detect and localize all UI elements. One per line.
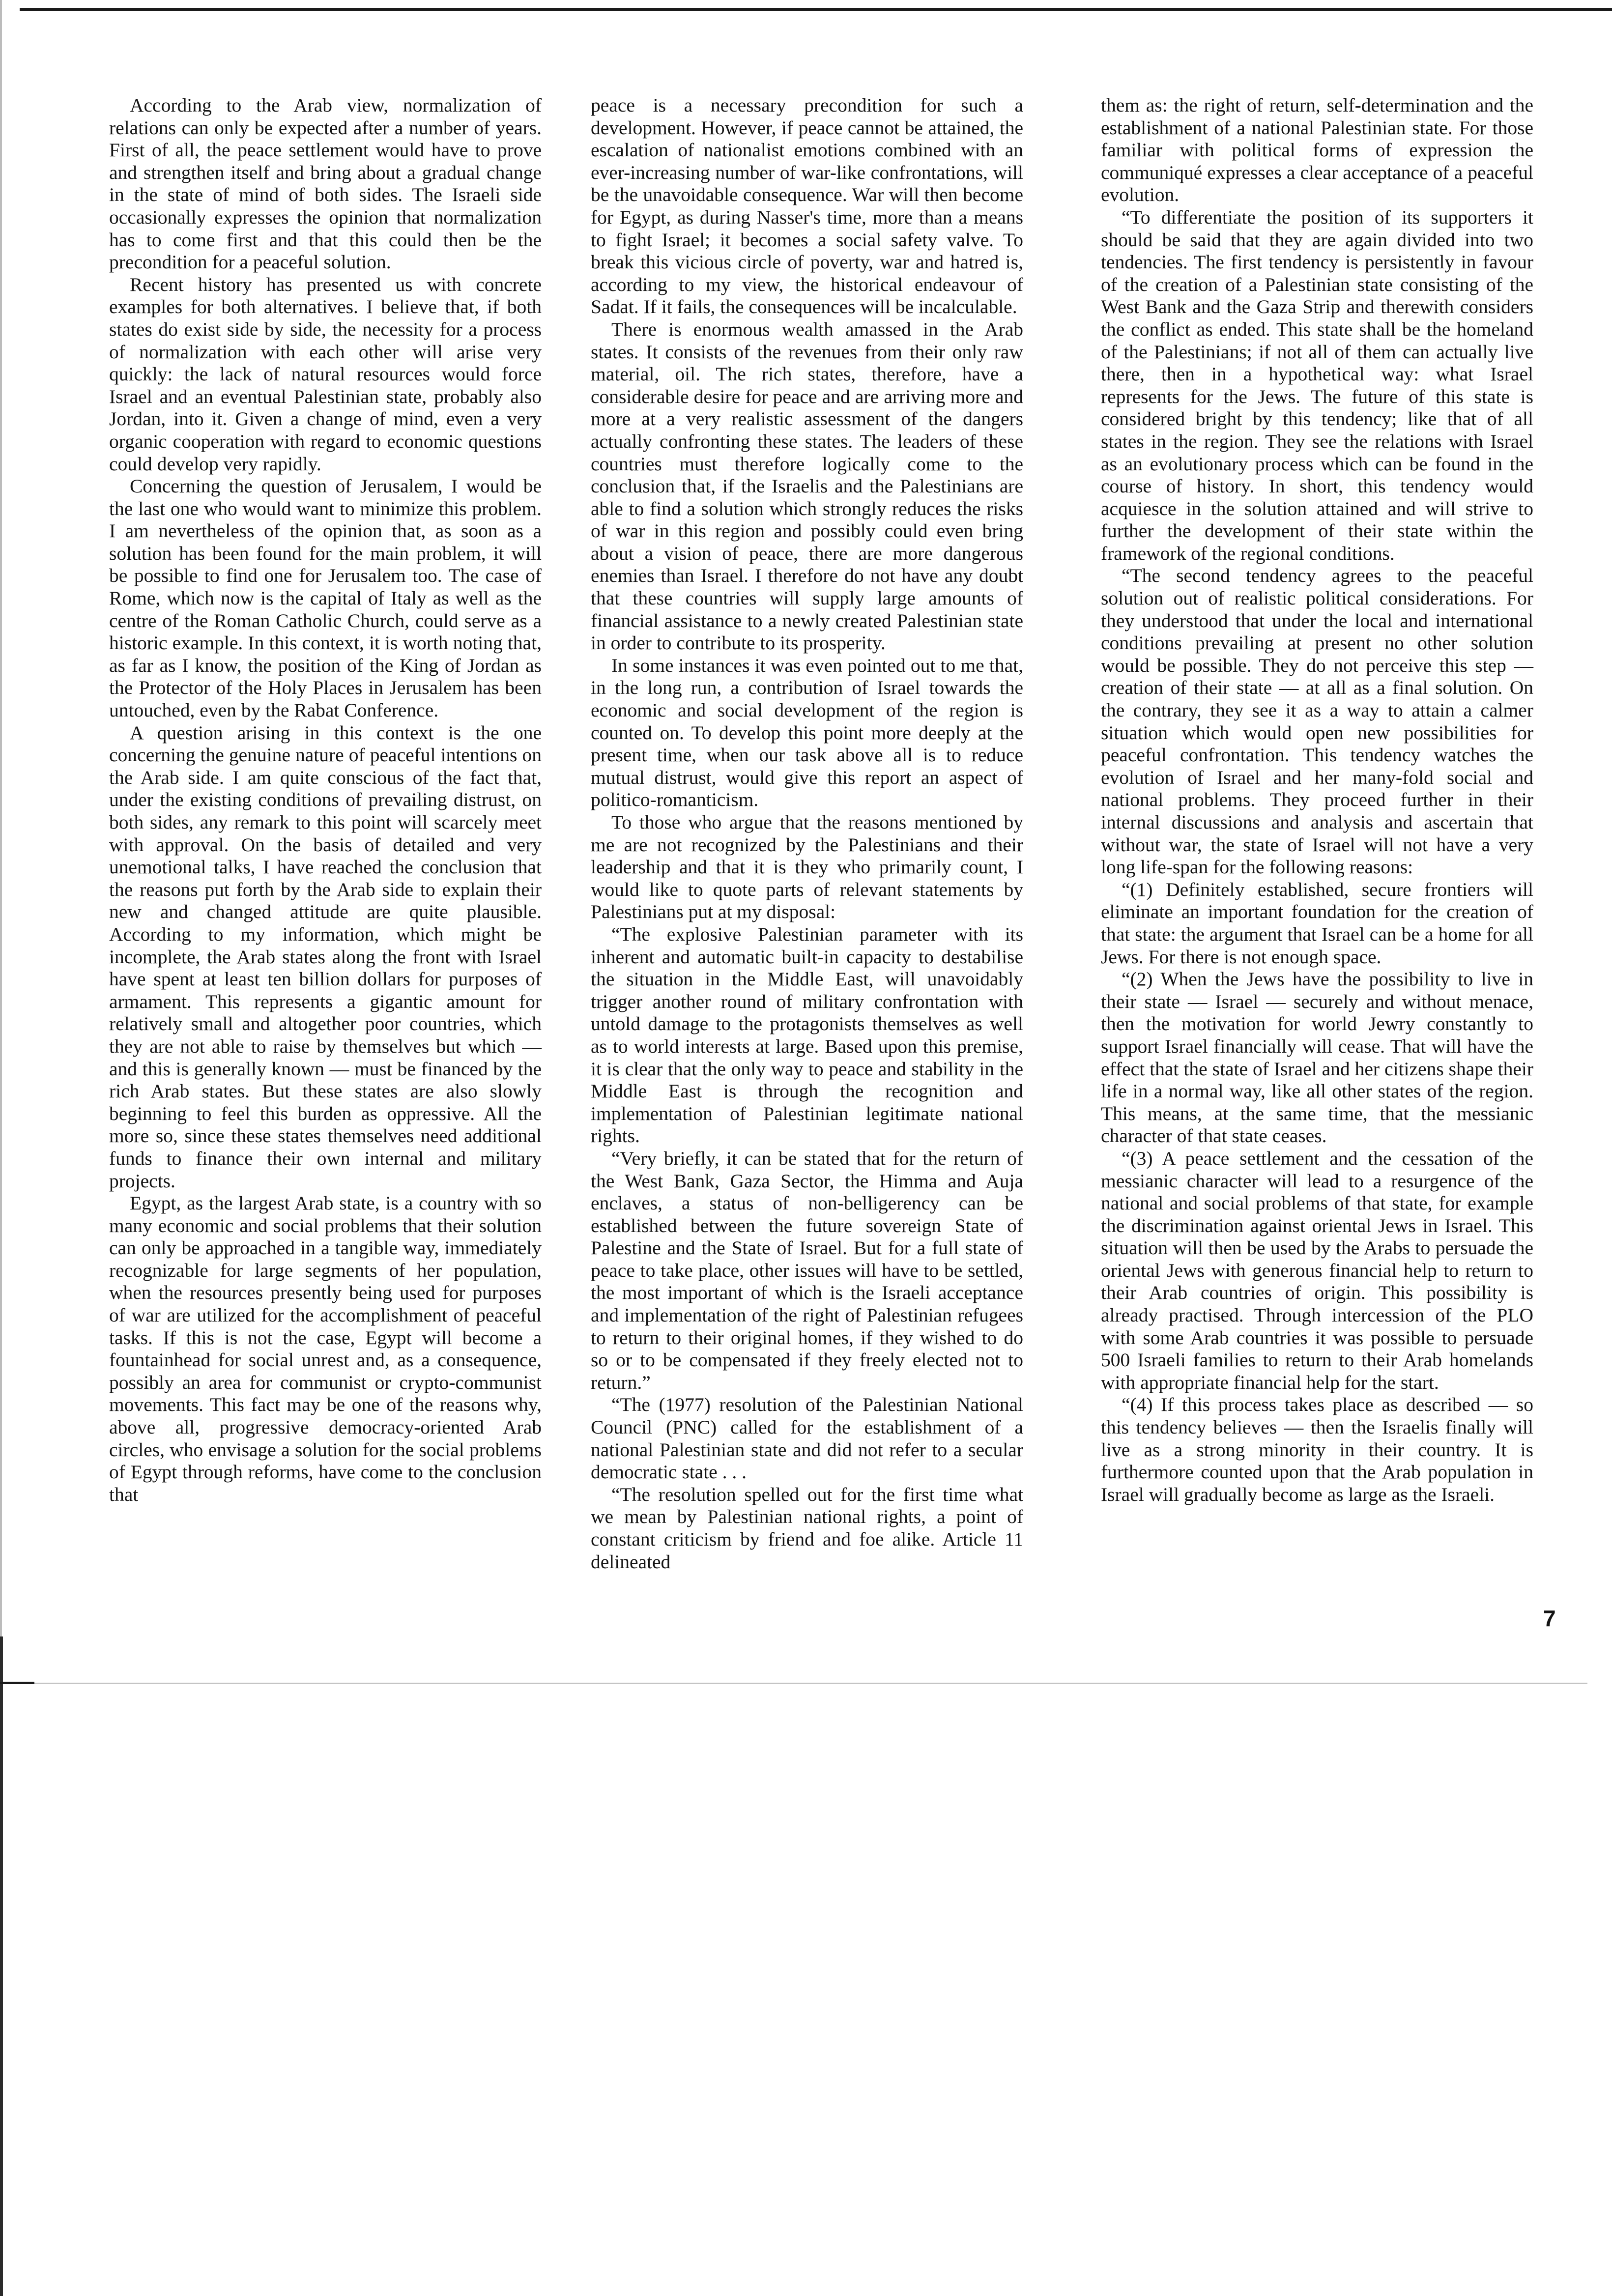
top-rule — [20, 8, 1612, 11]
quote-paragraph: “(4) If this process takes place as described — so this tendency believes — then the Israelis finally will live as a strong minority in their country. It is furthermore counted upon that the Arab population in Israel will gradually become as large as the Israeli. — [1101, 1394, 1533, 1505]
bottom-rule — [34, 1683, 1587, 1684]
paragraph: To those who argue that the reasons mentioned by me are not recognized by the Palestinians and their leadership and that it is they who primarily count, I would like to quote parts of relevant statements by Palestinians put at my disposal: — [591, 811, 1023, 923]
quote-paragraph: “The (1977) resolution of the Palestinian National Council (PNC) called for the establishment of a national Palestinian state and did not refer to a secular democratic state . . . — [591, 1394, 1023, 1483]
quote-paragraph: “(1) Definitely established, secure frontiers will eliminate an important foundation for the creation of that state: the argument that Israel can be a home for all Jews. For there is not enough space. — [1101, 878, 1533, 968]
page-number: 7 — [1543, 1606, 1556, 1631]
paragraph: Egypt, as the largest Arab state, is a country with so many economic and social problems that their solution can only be approached in a tangible way, immediately recognizable for large segments of her population, when the resources presently being used for purposes of war are utilized for the accomplishment of peaceful tasks. If this is not the case, Egypt will become a fountainhead for social unrest and, as a consequence, possibly an area for communist or crypto-communist movements. This fact may be one of the reasons why, above all, progressive democracy-oriented Arab circles, who envisage a solution for the social problems of Egypt through reforms, have come to the conclusion that — [109, 1192, 542, 1505]
binding-edge-mark — [0, 1636, 3, 2296]
paragraph: According to the Arab view, normalization of relations can only be expected after a number of years. First of all, the peace settlement would have to prove and strengthen itself and bring about a gradual change in the state of mind of both sides. The Israeli side occasionally expresses the opinion that normalization has to come first and that this could then be the precondition for a peaceful solution. — [109, 94, 542, 273]
paragraph: In some instances it was even pointed out to me that, in the long run, a contribution of Israel towards the economic and social development of the region is counted on. To develop this point more deeply at the present time, when our task above all is to reduce mutual distrust, would give this report an aspect of politico-romanticism. — [591, 654, 1023, 811]
paragraph: A question arising in this context is the one concerning the genuine nature of peaceful intentions on the Arab side. I am quite conscious of the fact that, under the existing conditions of prevailing distrust, on both sides, any remark to this point will scarcely meet with approval. On the basis of detailed and very unemotional talks, I have reached the conclusion that the reasons put forth by the Arab side to explain their new and changed attitude are quite plausible. According to my information, which might be incomplete, the Arab states along the front with Israel have spent at least ten billion dollars for purposes of armament. This represents a gigantic amount for relatively small and altogether poor countries, which they are not able to raise by themselves but which — and this is generally known — must be financed by the rich Arab states. But these states are also slowly beginning to feel this burden as oppressive. All the more so, since these states themselves need additional funds to finance their own internal and military projects. — [109, 721, 542, 1192]
text-column-2 — [591, 94, 1023, 1682]
quote-paragraph: “To differentiate the position of its supporters it should be said that they are again divided into two tendencies. The first tendency is persistently in favour of the creation of a Palestinian state consisting of the West Bank and the Gaza Strip and therewith considers the conflict as ended. This state shall be the homeland of the Palestinians; if not all of them can actually live there, then in a hypothetical way: what Israel represents for the Jews. The future of this state is considered bright by this tendency; like that of all states in the region. They see the relations with Israel as an evolutionary process which can be found in the course of history. In short, this tendency would acquiesce in the solution attained and will strive to further the development of their state within the framework of the regional conditions. — [1101, 206, 1533, 564]
quote-paragraph: them as: the right of return, self-determination and the establishment of a national Palestinian state. For those familiar with political forms of expression the communiqué expresses a clear acceptance of a peaceful evolution. — [1101, 94, 1533, 206]
paragraph: Recent history has presented us with concrete examples for both alternatives. I believe that, if both states do exist side by side, the necessity for a process of normalization with each other will arise very quickly: the lack of natural resources would force Israel and an eventual Palestinian state, probably also Jordan, into it. Given a change of mind, even a very organic cooperation with regard to economic questions could develop very rapidly. — [109, 273, 542, 475]
quote-paragraph: “Very briefly, it can be stated that for the return of the West Bank, Gaza Sector, the Himma and Auja enclaves, a status of non-belligerency can be established between the future sovereign State of Palestine and the State of Israel. But for a full state of peace to take place, other issues will have to be settled, the most important of which is the Israeli acceptance and implementation of the right of Palestinian refugees to return to their original homes, if they wished to do so or to be compensated if they freely elected not to return.” — [591, 1147, 1023, 1393]
quote-paragraph: “The explosive Palestinian parameter with its inherent and automatic built-in capacity to destabilise the situation in the Middle East, will unavoidably trigger another round of military confrontation with untold damage to the protagonists themselves as well as to world interests at large. Based upon this premise, it is clear that the only way to peace and stability in the Middle East is through the recognition and implementation of Palestinian legitimate national rights. — [591, 923, 1023, 1147]
paragraph: There is enormous wealth amassed in the Arab states. It consists of the revenues from their only raw material, oil. The rich states, therefore, have a considerable desire for peace and are arriving more and more at a very realistic assessment of the dangers actually confronting these states. The leaders of these countries must therefore logically come to the conclusion that, if the Israelis and the Palestinians are able to find a solution which strongly reduces the risks of war in this region and possibly could even bring about a vision of peace, there are more dangerous enemies than Israel. I therefore do not have any doubt that these countries will supply large amounts of financial assistance to a newly created Palestinian state in order to contribute to its prosperity. — [591, 318, 1023, 654]
text-column-3 — [1101, 94, 1533, 1682]
quote-paragraph: “(3) A peace settlement and the cessation of the messianic character will lead to a resurgence of the national and social problems of that state, for example the discrimination against oriental Jews in Israel. This situation will then be used by the Arabs to persuade the oriental Jews with generous financial help to return to their Arab countries of origin. This possibility is already practised. Through intercession of the PLO with some Arab countries it was possible to persuade 500 Israeli families to return to their Arab homelands with appropriate financial help for the start. — [1101, 1147, 1533, 1393]
quote-paragraph: “The second tendency agrees to the peaceful solution out of realistic political considerations. For they understood that under the local and international conditions prevailing at present no other solution would be possible. They do not perceive this step — creation of their state — at all as a final solution. On the contrary, they see it as a way to attain a calmer situation which would open new possibilities for peaceful confrontation. This tendency watches the evolution of Israel and her many-fold social and national problems. They proceed further in their internal discussions and analysis and ascertain that without war, the state of Israel will not have a very long life-span for the following reasons: — [1101, 565, 1533, 878]
text-column-1 — [109, 94, 542, 1682]
quote-paragraph: “(2) When the Jews have the possibility to live in their state — Israel — securely and without menace, then the motivation for world Jewry constantly to support Israel financially will cease. That will have the effect that the state of Israel and her citizens shape their life in a normal way, like all other states of the region. This means, at the same time, that the messianic character of that state ceases. — [1101, 968, 1533, 1147]
crop-mark — [0, 1682, 34, 1684]
paragraph: Concerning the question of Jerusalem, I would be the last one who would want to minimize this problem. I am nevertheless of the opinion that, as soon as a solution has been found for the main problem, it will be possible to find one for Jerusalem too. The case of Rome, which now is the capital of Italy as well as the centre of the Roman Catholic Church, could serve as a historic example. In this context, it is worth noting that, as far as I know, the position of the King of Jordan as the Protector of the Holy Places in Jerusalem has been untouched, even by the Rabat Conference. — [109, 475, 542, 721]
quote-paragraph: “The resolution spelled out for the first time what we mean by Palestinian national rights, a point of constant criticism by friend and foe alike. Article 11 delineated — [591, 1483, 1023, 1573]
paragraph: peace is a necessary precondition for such a development. However, if peace cannot be attained, the escalation of nationalist emotions combined with an ever-increasing number of war-like confrontations, will be the unavoidable consequence. War will then become for Egypt, as during Nasser's time, more than a means to fight Israel; it becomes a social safety valve. To break this vicious circle of poverty, war and hatred is, according to my view, the historical endeavour of Sadat. If it fails, the consequences will be incalculable. — [591, 94, 1023, 318]
